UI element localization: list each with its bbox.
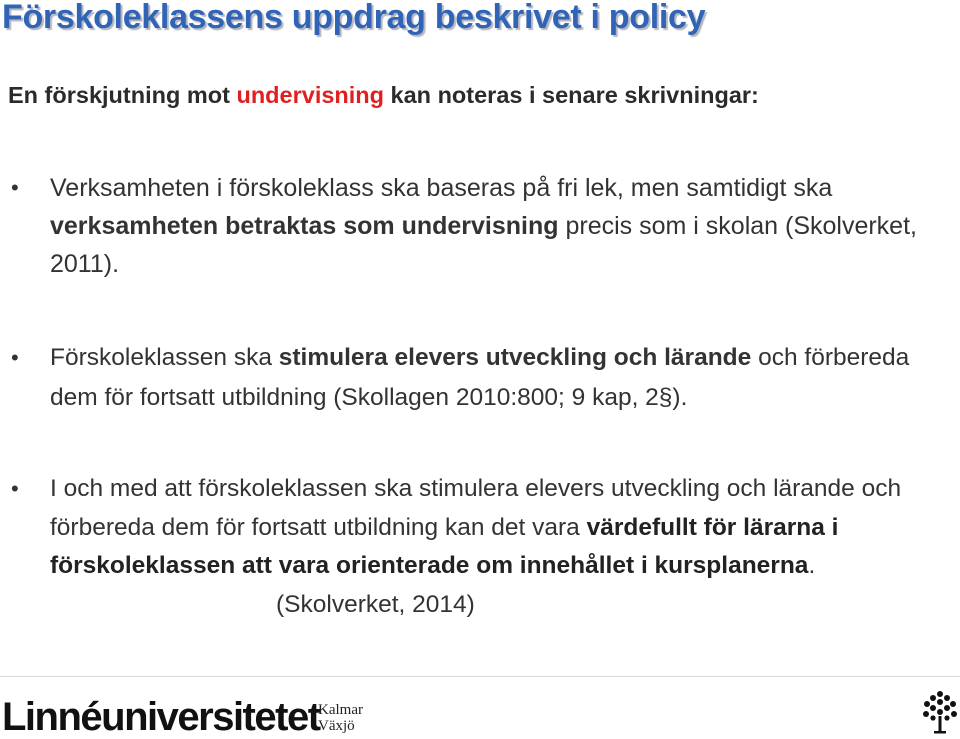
bullet-3-bold: värdefullt för lärarna i förskoleklassen att vara orienterade om innehållet i kursplanerna (50, 513, 839, 579)
intro-after: kan noteras i senare skrivningar: (384, 82, 759, 108)
bullet-dot-icon: • (11, 175, 19, 200)
bullet-3-text: I och med att förskoleklassen ska stimulera elevers utveckling och lärande och förbereda dem för fortsatt utbildning kan det vara (50, 475, 902, 541)
bullet-2-text-end: och förbereda dem för fortsatt utbildning (Skollagen 2010:800; 9 kap, 2§). (50, 344, 910, 411)
university-cities (318, 702, 363, 734)
city-vaxjo: Växjö (318, 718, 355, 734)
intro-before: En förskjutning mot (8, 82, 237, 108)
page-title: Förskoleklassens uppdrag beskrivet i policy (2, 0, 706, 36)
bullet-3-text-end: . (808, 552, 816, 579)
footer-divider (0, 676, 960, 677)
bullet-item-1 (11, 169, 950, 283)
bullet-3-citation: (Skolverket, 2014) (276, 590, 475, 618)
bullet-item-2 (11, 338, 950, 418)
university-logo-text: Linnéuniversitetet (2, 695, 320, 739)
bullet-dot-icon: • (11, 345, 19, 370)
bullet-item-3 (11, 470, 950, 624)
bullet-2-bold: stimulera elevers utveckling och lärande (278, 344, 752, 371)
bullet-dot-icon: • (11, 476, 19, 501)
bullet-2-text: Förskoleklassen ska (50, 344, 279, 371)
intro-highlight: undervisning (236, 82, 385, 108)
bullet-1-text-end: precis som i skolan (Skolverket, 2011). (50, 212, 917, 278)
tree-icon (922, 690, 958, 734)
city-kalmar: Kalmar (318, 702, 363, 718)
bullet-1-bold: verksamheten betraktas som undervisning (50, 212, 559, 240)
bullet-1-text: Verksamheten i förskoleklass ska baseras på fri lek, men samtidigt ska (50, 174, 833, 202)
intro-text (8, 82, 759, 109)
